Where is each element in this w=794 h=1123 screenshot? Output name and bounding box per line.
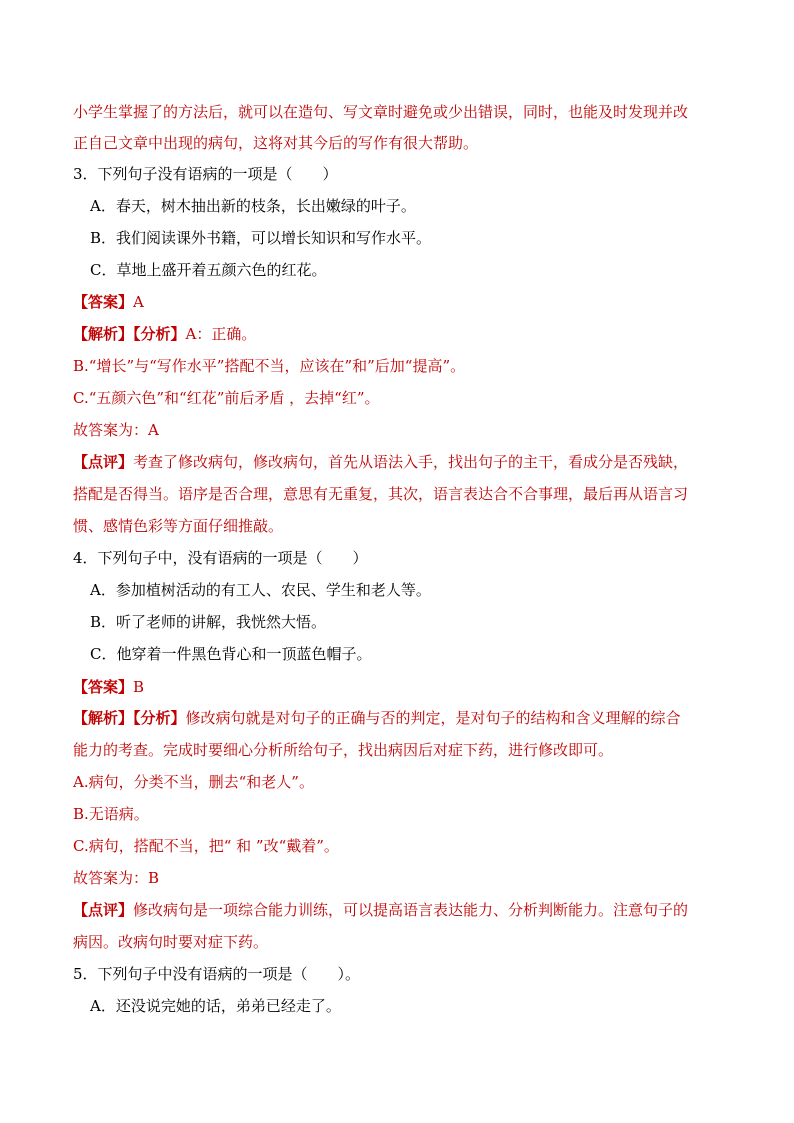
q3-note-c: C.“五颜六色”和“红花”前后矛盾 ，去掉“红”。 [73, 389, 380, 407]
comment-text: 考查了修改病句，修改病句，首先从语法入手，找出句子的主干，看成分是否残缺， [133, 453, 689, 471]
q4-analysis-2: 能力的考查。完成时要细心分析所给句子，找出病因后对症下药，进行修改即可。 [73, 741, 614, 759]
answer-value: A [133, 293, 144, 311]
question-3: 3．下列句子没有语病的一项是（ ） [73, 165, 338, 183]
q3-option-a: A．春天，树木抽出新的枝条，长出嫩绿的叶子。 [90, 197, 416, 215]
q3-note-b: B.“增长”与“写作水平”搭配不当，应该在”和”后加“提高”。 [73, 357, 466, 375]
q3-option-c: C．草地上盛开着五颜六色的红花。 [90, 261, 327, 279]
comment-tag: 【点评】 [73, 453, 134, 471]
q4-option-b: B．听了老师的讲解，我恍然大悟。 [90, 613, 327, 631]
q4-comment-1 [73, 900, 688, 920]
analysis-tag: 【解析】【分析】 [73, 709, 186, 727]
analysis-tag: 【解析】【分析】 [73, 325, 186, 343]
q4-comment-2: 病因。改病句时要对症下药。 [73, 933, 269, 951]
intro-line-2: 正自己文章中出现的病句，这将对其今后的写作有很大帮助。 [73, 134, 479, 152]
q4-final-answer: 故答案为：B [73, 869, 160, 887]
question-5: 5．下列句子中没有语病的一项是（ ）。 [73, 965, 361, 983]
question-4: 4．下列句子中，没有语病的一项是（ ） [73, 549, 368, 567]
q4-note-c: C.病句，搭配不当，把“ 和 ”改“戴着”。 [73, 837, 339, 855]
q3-option-b: B．我们阅读课外书籍，可以增长知识和写作水平。 [90, 229, 432, 247]
q5-option-a: A．还没说完她的话，弟弟已经走了。 [90, 997, 341, 1015]
q3-analysis [73, 324, 256, 344]
q4-analysis-1 [73, 708, 681, 728]
intro-line-1: 小学生掌握了的方法后，就可以在造句、写文章时避免或少出错误，同时，也能及时发现并改 [73, 103, 689, 121]
q3-comment-2: 搭配是否得当。语序是否合理，意思有无重复，其次，语言表达合不合事理，最后再从语言习 [73, 485, 689, 503]
comment-text: 修改病句是一项综合能力训练，可以提高语言表达能力、分析判断能力。注意句子的 [133, 901, 689, 919]
answer-tag: 【答案】 [73, 293, 134, 311]
q4-answer [73, 677, 144, 697]
q4-note-b: B.无语病。 [73, 805, 149, 823]
q3-final-answer: 故答案为：A [73, 421, 159, 439]
answer-value: B [133, 678, 145, 696]
q3-comment-1 [73, 452, 688, 472]
q4-note-a: A.病句，分类不当，删去“和老人”。 [73, 773, 314, 791]
q3-answer [73, 292, 144, 312]
q3-comment-3: 惯、感情色彩等方面仔细推敲。 [73, 517, 284, 535]
analysis-text: 修改病句就是对句子的正确与否的判定，是对句子的结构和含义理解的综合 [185, 709, 681, 727]
q4-option-c: C．他穿着一件黑色背心和一顶蓝色帽子。 [90, 645, 372, 663]
analysis-text: A：正确。 [185, 325, 257, 343]
comment-tag: 【点评】 [73, 901, 134, 919]
answer-tag: 【答案】 [73, 678, 134, 696]
q4-option-a: A．参加植树活动的有工人、农民、学生和老人等。 [90, 581, 431, 599]
